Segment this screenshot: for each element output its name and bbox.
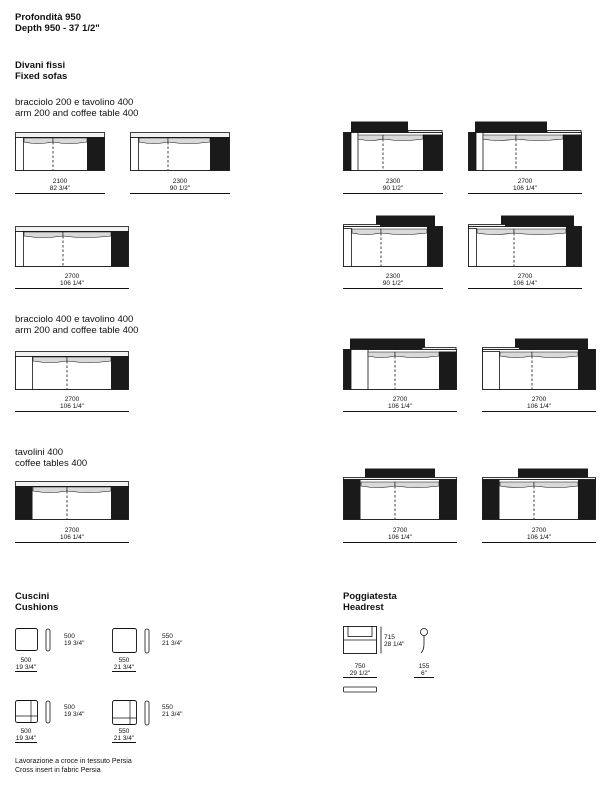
dimension-label: 2700 106 1/4": [15, 273, 129, 289]
headrest-title-en: Headrest: [343, 602, 384, 613]
cushion-500-cross: [15, 700, 65, 730]
sofa-2300-backrest-right: [343, 121, 443, 171]
depth-title-en: Depth 950 - 37 1/2": [15, 23, 100, 34]
dimension-label: 2700 106 1/4": [482, 527, 596, 543]
group-label-en: arm 200 and coffee table 400: [15, 325, 139, 336]
sofa-2300-table-left: [130, 131, 230, 171]
depth-title-it: Profondità 950: [15, 12, 81, 23]
dimension-label: 2300 90 1/2": [130, 178, 230, 194]
headrest-dim-width: 750 29 1/2": [343, 663, 377, 678]
dimension-label: 2700 106 1/4": [468, 273, 582, 289]
dimension-label: 2700 106 1/4": [468, 178, 582, 194]
cushions-title-it: Cuscini: [15, 591, 50, 602]
cushion-dim-bottom: 550 21 3/4": [113, 657, 135, 671]
cushion-dim-bottom: 550 21 3/4": [113, 728, 135, 742]
sofa-2100-table-left: [15, 131, 105, 171]
cushions-title-en: Cushions: [15, 602, 59, 613]
dimension-label: 2700 106 1/4": [343, 396, 457, 412]
cushions-title: [15, 591, 58, 613]
sofa-2700-backrest-left: [468, 215, 582, 267]
sofa-2700-wide-backrest-right-2: [482, 338, 596, 390]
cushions-note-en: Cross insert in fabric Persia: [15, 767, 101, 774]
group-label-it: bracciolo 200 e tavolino 400: [15, 97, 134, 108]
sofa-2700-table-left: [15, 225, 129, 267]
dimension-label: 2700 106 1/4": [482, 396, 596, 412]
cushions-note-it: Lavorazione a croce in tessuto Persia: [15, 758, 132, 765]
group-label-en: arm 200 and coffee table 400: [15, 108, 139, 119]
dimension-label: 2300 90 1/2": [343, 273, 443, 289]
cushion-dim-side: 500 19 3/4": [64, 704, 85, 718]
sofa-2300-backrest-left: [343, 215, 443, 267]
dimension-label: 2700 106 1/4": [15, 396, 129, 412]
sofa-2700-wide-table-left: [15, 350, 129, 390]
dimension-label: 2100 82 3/4": [15, 178, 105, 194]
cushion-dim-side: 550 21 3/4": [162, 704, 183, 718]
headrest-dim-height: 715 28 1/4": [384, 634, 405, 648]
group-label-it: bracciolo 400 e tavolino 400: [15, 314, 134, 325]
group-label-it: tavolini 400: [15, 447, 64, 458]
headrest-title: [343, 591, 397, 613]
cushion-dim-side: 550 21 3/4": [162, 633, 183, 647]
sofa-2700-backrest-right: [468, 121, 582, 171]
cushion-dim-bottom: 500 19 3/4": [15, 728, 37, 742]
cushions-note: [15, 757, 132, 775]
dimension-label: 2700 106 1/4": [15, 527, 129, 543]
cushion-500-plain: [15, 628, 65, 658]
fixed-sofas-title-en: Fixed sofas: [15, 71, 68, 82]
dimension-label: 2300 90 1/2": [343, 178, 443, 194]
cushion-550-plain: [112, 628, 162, 658]
sofa-2700-two-tables-backrest: [343, 468, 457, 520]
headrest-title-it: Poggiatesta: [343, 591, 397, 602]
group-label-en: coffee tables 400: [15, 458, 88, 469]
sofa-2700-wide-backrest-right: [343, 338, 457, 390]
cushion-dim-bottom: 500 19 3/4": [15, 657, 37, 671]
sofa-2700-two-tables-backrest-2: [482, 468, 596, 520]
dimension-label: 2700 106 1/4": [343, 527, 457, 543]
cushion-dim-side: 500 19 3/4": [64, 633, 85, 647]
cushion-550-cross: [112, 700, 162, 730]
headrest-dim-depth: 155 6": [414, 663, 434, 678]
sofa-2700-two-tables: [15, 480, 129, 520]
fixed-sofas-title-it: Divani fissi: [15, 60, 66, 71]
